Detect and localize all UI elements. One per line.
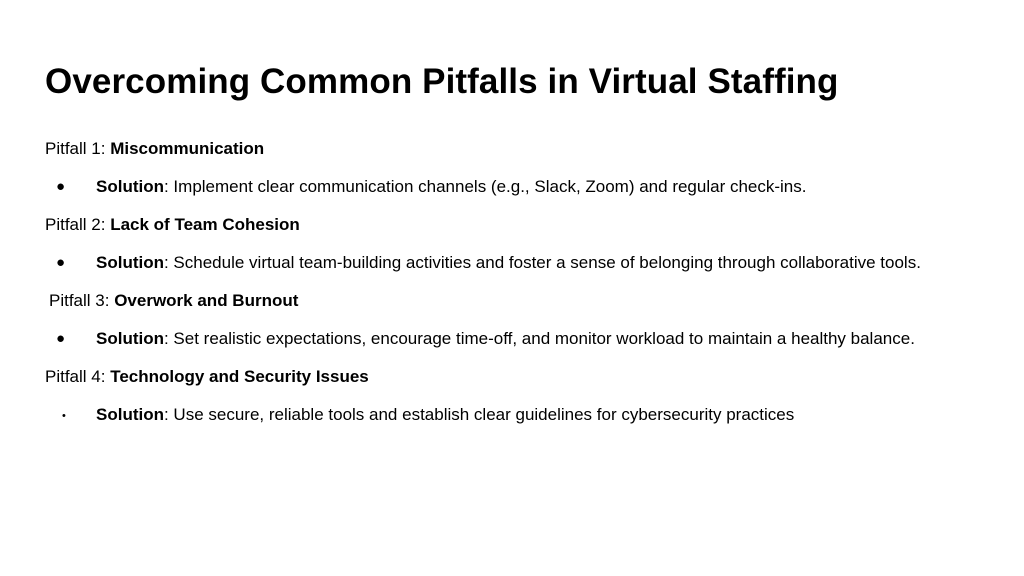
solution-item-1 xyxy=(45,176,975,197)
pitfall-name: Miscommunication xyxy=(110,139,265,158)
bullet-icon: ● xyxy=(56,178,66,195)
solution-text: : Use secure, reliable tools and establish clear guidelines for cybersecurity practices xyxy=(163,405,795,424)
solution-text: : Implement clear communication channels (e.g., Slack, Zoom) and regular check-ins. xyxy=(163,177,807,196)
solution-label: Solution xyxy=(96,405,164,424)
solution-text: : Set realistic expectations, encourage time-off, and monitor workload to maintain a healthy balance. xyxy=(163,329,915,348)
bullet-icon: ● xyxy=(56,254,66,271)
pitfall-heading-2 xyxy=(45,214,975,235)
bullet-icon: ● xyxy=(56,330,66,347)
pitfall-name: Lack of Team Cohesion xyxy=(110,215,300,234)
pitfall-prefix: Pitfall 1: xyxy=(45,139,111,158)
solution-label: Solution xyxy=(96,177,164,196)
pitfall-name: Technology and Security Issues xyxy=(110,367,369,386)
solution-label: Solution xyxy=(96,329,164,348)
solution-label: Solution xyxy=(96,253,164,272)
solution-item-3 xyxy=(45,328,975,349)
pitfall-heading-4 xyxy=(45,366,975,387)
pitfall-heading-1 xyxy=(45,138,975,159)
solution-item-2 xyxy=(45,252,975,273)
solution-text: : Schedule virtual team-building activities and foster a sense of belonging through collaborative tools. xyxy=(163,253,921,272)
pitfall-prefix: Pitfall 4: xyxy=(45,367,111,386)
bullet-icon: • xyxy=(62,410,66,422)
pitfall-prefix: Pitfall 3: xyxy=(49,291,115,310)
pitfall-prefix: Pitfall 2: xyxy=(45,215,111,234)
slide-content xyxy=(45,138,975,442)
solution-item-4 xyxy=(45,404,975,425)
pitfall-heading-3 xyxy=(45,290,975,311)
slide-title: Overcoming Common Pitfalls in Virtual Staffing xyxy=(45,62,839,101)
pitfall-name: Overwork and Burnout xyxy=(114,291,299,310)
